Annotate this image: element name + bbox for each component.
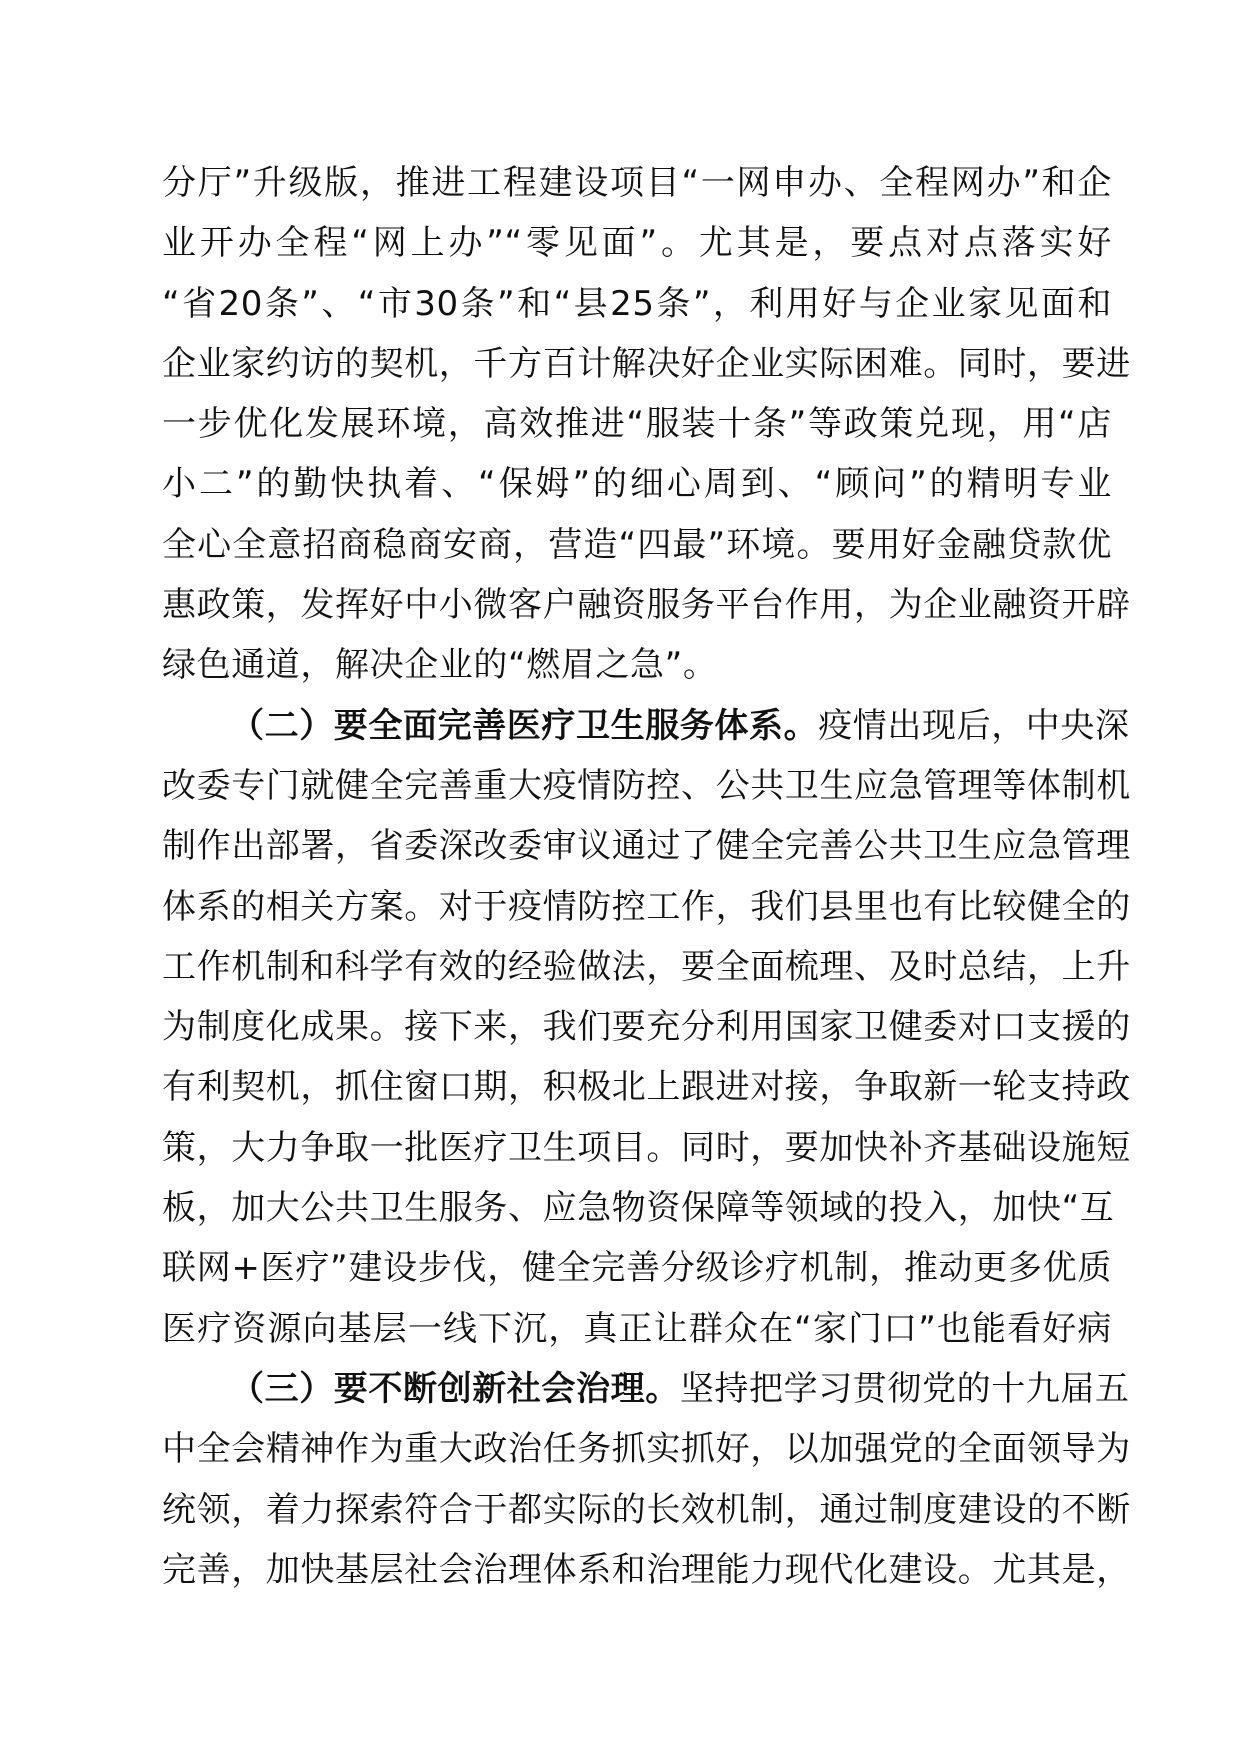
paragraph-line: 一步优化发展环境，高效推进“服装十条”等政策兑现，用“店 [162,404,1112,445]
paragraph-line: 改委专门就健全完善重大疫情防控、公共卫生应急管理等体制机 [162,765,1131,806]
paragraph-line: 完善，加快基层社会治理体系和治理能力现代化建设。尤其是， [162,1549,1131,1590]
document-page [162,153,1131,1600]
paragraph-line: 有利契机，抓住窗口期，积极北上跟进对接，争取新一轮支持政 [162,1067,1131,1108]
section-3-heading: （三）要不断创新社会治理。 [230,1368,680,1409]
paragraph-line: 企业家约访的契机，千方百计解决好企业实际困难。同时，要进 [162,343,1131,384]
paragraph-line: 业开办全程“网上办”“零见面”。尤其是，要点对点落实好 [162,223,1112,264]
paragraph-line: 小二”的勤快执着、“保姆”的细心周到、“顾问”的精明专业 [162,464,1112,505]
paragraph-line: 策，大力争取一批医疗卫生项目。同时，要加快补齐基础设施短 [162,1127,1131,1168]
paragraph-line: 板，加大公共卫生服务、应急物资保障等领域的投入，加快“互 [162,1188,1115,1229]
paragraph-line: 绿色通道，解决企业的“燃眉之急”。 [162,645,718,686]
paragraph-line: 分厅”升级版，推进工程建设项目“一网申办、全程网办”和企 [162,163,1112,203]
paragraph-line: 统领，着力探索符合于都实际的长效机制，通过制度建设的不断 [162,1489,1131,1530]
section-2-first-line [162,696,1130,756]
paragraph-line: 联网+医疗”建设步伐，健全完善分级诊疗机制，推动更多优质 [162,1248,1112,1289]
paragraph-line: 全心全意招商稳商安商，营造“四最”环境。要用好金融贷款优 [162,524,1112,565]
section-3-first-line [162,1359,1130,1419]
paragraph-line: 为制度化成果。接下来，我们要充分利用国家卫健委对口支援的 [162,1007,1131,1048]
paragraph-line: 制作出部署，省委深改委审议通过了健全完善公共卫生应急管理 [162,826,1131,867]
paragraph-line: “省20条”、“市30条”和“县25条”，利用好与企业家见面和 [162,283,1112,324]
section-2-first-text: 疫情出现后，中央深 [818,705,1130,746]
paragraph-line: 中全会精神作为重大政治任务抓实抓好，以加强党的全面领导为 [162,1429,1131,1470]
paragraph-line: 医疗资源向基层一线下沉，真正让群众在“家门口”也能看好病 [162,1308,1112,1349]
paragraph-line: 惠政策，发挥好中小微客户融资服务平台作用，为企业融资开辟 [162,585,1131,626]
section-3-first-text: 坚持把学习贯彻党的十九届五 [679,1368,1130,1409]
section-2-heading: （二）要全面完善医疗卫生服务体系。 [230,705,819,746]
paragraph-line: 工作机制和科学有效的经验做法，要全面梳理、及时总结，上升 [162,946,1131,987]
paragraph-line: 体系的相关方案。对于疫情防控工作，我们县里也有比较健全的 [162,886,1131,927]
